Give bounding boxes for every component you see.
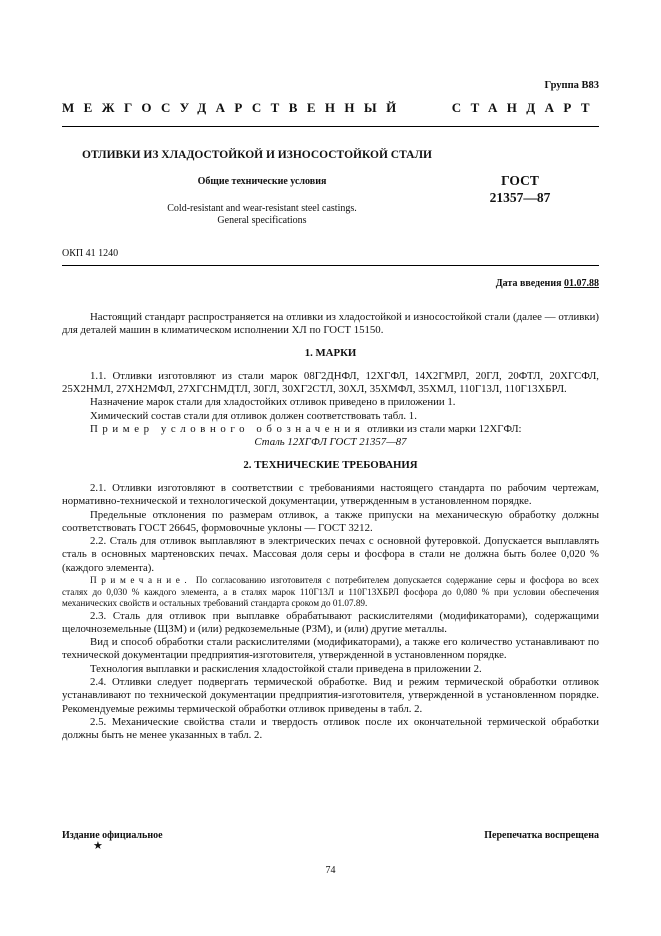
gost-code: 21357—87: [489, 190, 551, 205]
introduction-date-value: 01.07.88: [564, 278, 599, 289]
group-code: Группа В83: [544, 80, 599, 91]
intro-paragraph: Настоящий стандарт распространяется на отливки из хладостойкой и износостойкой стали (далее — отливки) для деталей машин в климатическом исполнении ХЛ по ГОСТ 15150.: [62, 311, 599, 337]
example-label: Пример условного обозначения: [90, 423, 365, 436]
okp-code: ОКП 41 1240: [62, 248, 119, 259]
document-body: [62, 311, 599, 743]
note-label: Примечание.: [90, 575, 192, 586]
paragraph-2-1b: Предельные отклонения по размерам отливок, а также припуски на механическую обработку должны соответствовать ГОСТ 26645, формовочные уклоны — ГОСТ 3212.: [62, 508, 599, 534]
interstate-standard-header: [62, 100, 599, 116]
paragraph-2-3c: Технология выплавки и раскисления хладостойкой стали приведена в приложении 2.: [90, 662, 482, 675]
paragraph-1-1: 1.1. Отливки изготовляют из стали марок 08Г2ДНФЛ, 12ХГФЛ, 14Х2ГМРЛ, 20ГЛ, 20ФТЛ, 20ХГСФЛ, 25Х2НМЛ, 27ХН2МФЛ, 27ХГСНМДТЛ, 30ГЛ, 30ХГ2СТЛ, 30ХЛ, 35ХМФЛ, 35ХМЛ, 110Г13Л, 110Г13ХБРЛ.: [62, 369, 599, 396]
paragraph-2-1: 2.1. Отливки изготовляют в соответствии с требованиями настоящего стандарта по рабочим чертежам, нормативно-технической и технологической документации, утвержденным в установленном порядке.: [62, 481, 599, 508]
example-value: Сталь 12ХГФЛ ГОСТ 21357—87: [254, 436, 407, 449]
section-heading-1: 1. МАРКИ: [304, 346, 357, 359]
star-icon: ★: [93, 840, 103, 852]
document-title: ОТЛИВКИ ИЗ ХЛАДОСТОЙКОЙ И ИЗНОСОСТОЙКОЙ СТАЛИ: [82, 149, 432, 161]
english-title-line-2: General specifications: [217, 215, 307, 226]
header-rule: [62, 126, 599, 127]
okp-rule: [62, 265, 599, 266]
paragraph-2-3: 2.3. Сталь для отливок при выплавке обрабатывают раскислителями (модификаторами), содержащими щелочноземельные (ЩЗМ) и (или) редкоземельные (РЗМ), и (или) другие металлы.: [62, 609, 599, 635]
paragraph-1-3: Химический состав стали для отливок должен соответствовать табл. 1.: [90, 409, 417, 422]
introduction-date-label: Дата введения: [495, 278, 564, 289]
example-rest: отливки из стали марки 12ХГФЛ:: [364, 423, 522, 436]
note-paragraph: [62, 575, 599, 610]
paragraph-2-2: 2.2. Сталь для отливок выплавляют в электрических печах с основной футеровкой. Допускается выплавлять сталь в основных мартеновских печах. Массовая доля серы и фосфора в стали не должна быть более 0,020 % (каждого элемента).: [62, 535, 599, 574]
reprint-prohibited-label: Перепечатка воспрещена: [484, 830, 599, 841]
paragraph-2-5: 2.5. Механические свойства стали и твердость отливок после их окончательной термической обработки должны быть не менее указанных в табл. 2.: [62, 715, 599, 742]
paragraph-2-3b: Вид и способ обработки стали раскислителями (модификаторами), а также его количество устанавливают по технической документации предприятия-изготовителя, утвержденной в установленном порядке.: [62, 636, 599, 662]
english-title: [62, 203, 462, 227]
interstate-word: МЕЖГОСУДАРСТВЕННЫЙ: [62, 100, 406, 115]
paragraph-2-4: 2.4. Отливки следует подвергать термической обработке. Вид и режим термической обработки отливок устанавливают по технической документации предприятия-изготовителя, утвержденной в установленном порядке. Рекомендуемые режимы термической обработки отливок приведены в табл. 2.: [62, 676, 599, 715]
document-subtitle: Общие технические условия: [197, 176, 327, 187]
note-text: По согласованию изготовителя с потребителем допускается содержание серы и фосфора во всех сталях до 0,030 % каждого элемента, а в сталях марок 110Г13Л и 110Г13ХБРЛ фосфора до 0,080 % при условии обеспечения механических свойств и остальных требований стандарта сроком до 01.07.89.: [62, 575, 599, 609]
english-title-line-1: Cold-resistant and wear-resistant steel castings.: [167, 203, 357, 214]
introduction-date: [496, 278, 599, 289]
paragraph-1-2: Назначение марок стали для хладостойких отливок приведено в приложении 1.: [90, 396, 456, 409]
official-edition-label: Издание официальное: [62, 830, 163, 841]
section-heading-2: 2. ТЕХНИЧЕСКИЕ ТРЕБОВАНИЯ: [243, 458, 418, 471]
example-paragraph: [62, 423, 599, 436]
gost-label: ГОСТ: [501, 173, 539, 188]
standard-word: СТАНДАРТ: [451, 100, 599, 115]
page-number: 74: [325, 865, 336, 876]
gost-number: [480, 172, 560, 206]
